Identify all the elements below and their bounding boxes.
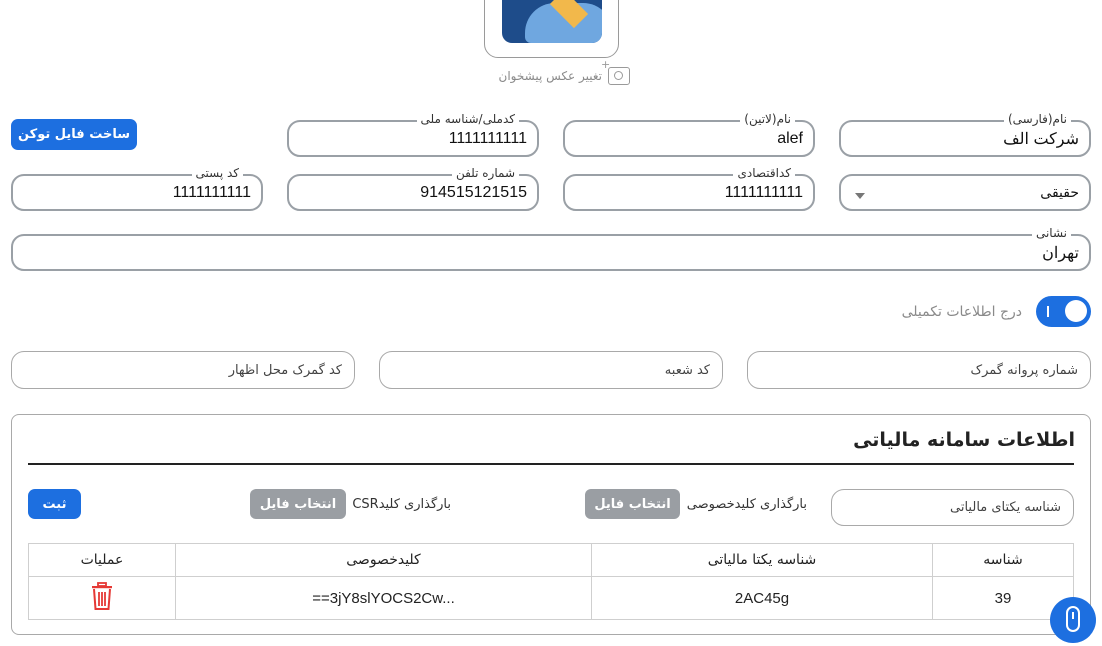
- national-id-label: کدملی/شناسه ملی: [417, 111, 520, 127]
- postal-code-value: 1111111111: [172, 183, 251, 201]
- scroll-button[interactable]: [1050, 597, 1096, 643]
- person-type-value: حقیقی: [1040, 184, 1079, 200]
- postal-code-field[interactable]: [11, 166, 263, 211]
- submit-button[interactable]: ثبت: [28, 489, 81, 519]
- avatar[interactable]: [484, 0, 619, 58]
- change-photo-link[interactable]: [470, 66, 630, 86]
- name-fa-label: نام(فارسی): [1004, 111, 1071, 127]
- tax-unique-id-placeholder: شناسه یکتای مالیاتی: [950, 500, 1061, 515]
- economic-code-field[interactable]: [563, 166, 815, 211]
- cell-id: 39: [933, 577, 1074, 620]
- private-key-choose-file-button[interactable]: انتخاب فایل: [585, 489, 680, 519]
- divider: [28, 463, 1074, 465]
- phone-field[interactable]: [287, 166, 539, 211]
- name-fa-field[interactable]: [839, 112, 1091, 157]
- private-key-upload-label: بارگذاری کلیدخصوصی: [686, 496, 807, 512]
- name-en-label: نام(لاتین): [740, 111, 795, 127]
- column-header-unique-id: شناسه یکتا مالیاتی: [592, 544, 933, 577]
- cell-unique-id: 2AC45g: [592, 577, 933, 620]
- csr-upload-label: بارگذاری کلیدCSR: [352, 496, 451, 512]
- branch-code-placeholder: کد شعبه: [664, 362, 710, 378]
- address-field[interactable]: [11, 226, 1091, 271]
- customs-declaration-placeholder: کد گمرک محل اظهار: [228, 362, 342, 378]
- avatar-image: [502, 0, 602, 43]
- extra-info-toggle[interactable]: [1036, 296, 1091, 327]
- change-photo-label: تغییر عکس پیشخوان: [498, 69, 602, 83]
- mouse-icon: [1066, 606, 1080, 632]
- cell-actions: [29, 577, 176, 620]
- chevron-down-icon: [855, 193, 865, 199]
- customs-license-input[interactable]: [747, 351, 1091, 389]
- phone-label: شماره تلفن: [452, 165, 519, 181]
- delete-icon[interactable]: [90, 582, 114, 614]
- branch-code-input[interactable]: [379, 351, 723, 389]
- column-header-actions: عملیات: [29, 544, 176, 577]
- cell-private-key: ==3jY8slYOCS2Cw...: [176, 577, 592, 620]
- column-header-private-key: کلیدخصوصی: [176, 544, 592, 577]
- tax-keys-table: [28, 543, 1074, 620]
- add-photo-icon: [608, 67, 630, 85]
- economic-code-value: 1111111111: [724, 183, 803, 201]
- table-row: [29, 577, 1074, 620]
- name-en-field[interactable]: [563, 112, 815, 157]
- postal-code-label: کد پستی: [192, 165, 244, 181]
- customs-declaration-input[interactable]: [11, 351, 355, 389]
- name-en-value: alef: [777, 129, 803, 147]
- csr-choose-file-button[interactable]: انتخاب فایل: [250, 489, 346, 519]
- name-fa-value: شرکت الف: [1003, 130, 1079, 148]
- tax-unique-id-input[interactable]: [831, 489, 1074, 526]
- person-type-select[interactable]: [839, 174, 1091, 211]
- customs-license-placeholder: شماره پروانه گمرک: [970, 362, 1078, 378]
- toggle-knob: [1065, 300, 1087, 322]
- national-id-value: 1111111111: [448, 129, 527, 147]
- economic-code-label: کداقتصادی: [733, 165, 795, 181]
- toggle-on-indicator: [1047, 306, 1049, 317]
- national-id-field[interactable]: [287, 112, 539, 157]
- extra-info-toggle-label: درج اطلاعات تکمیلی: [901, 304, 1022, 320]
- address-value: تهران: [1042, 244, 1079, 262]
- tax-panel-title: اطلاعات سامانه مالیاتی: [853, 429, 1075, 451]
- column-header-id: شناسه: [933, 544, 1074, 577]
- address-label: نشانی: [1032, 225, 1071, 241]
- phone-value: 914515121515: [420, 183, 527, 201]
- create-token-button[interactable]: ساخت فایل توکن: [11, 119, 137, 150]
